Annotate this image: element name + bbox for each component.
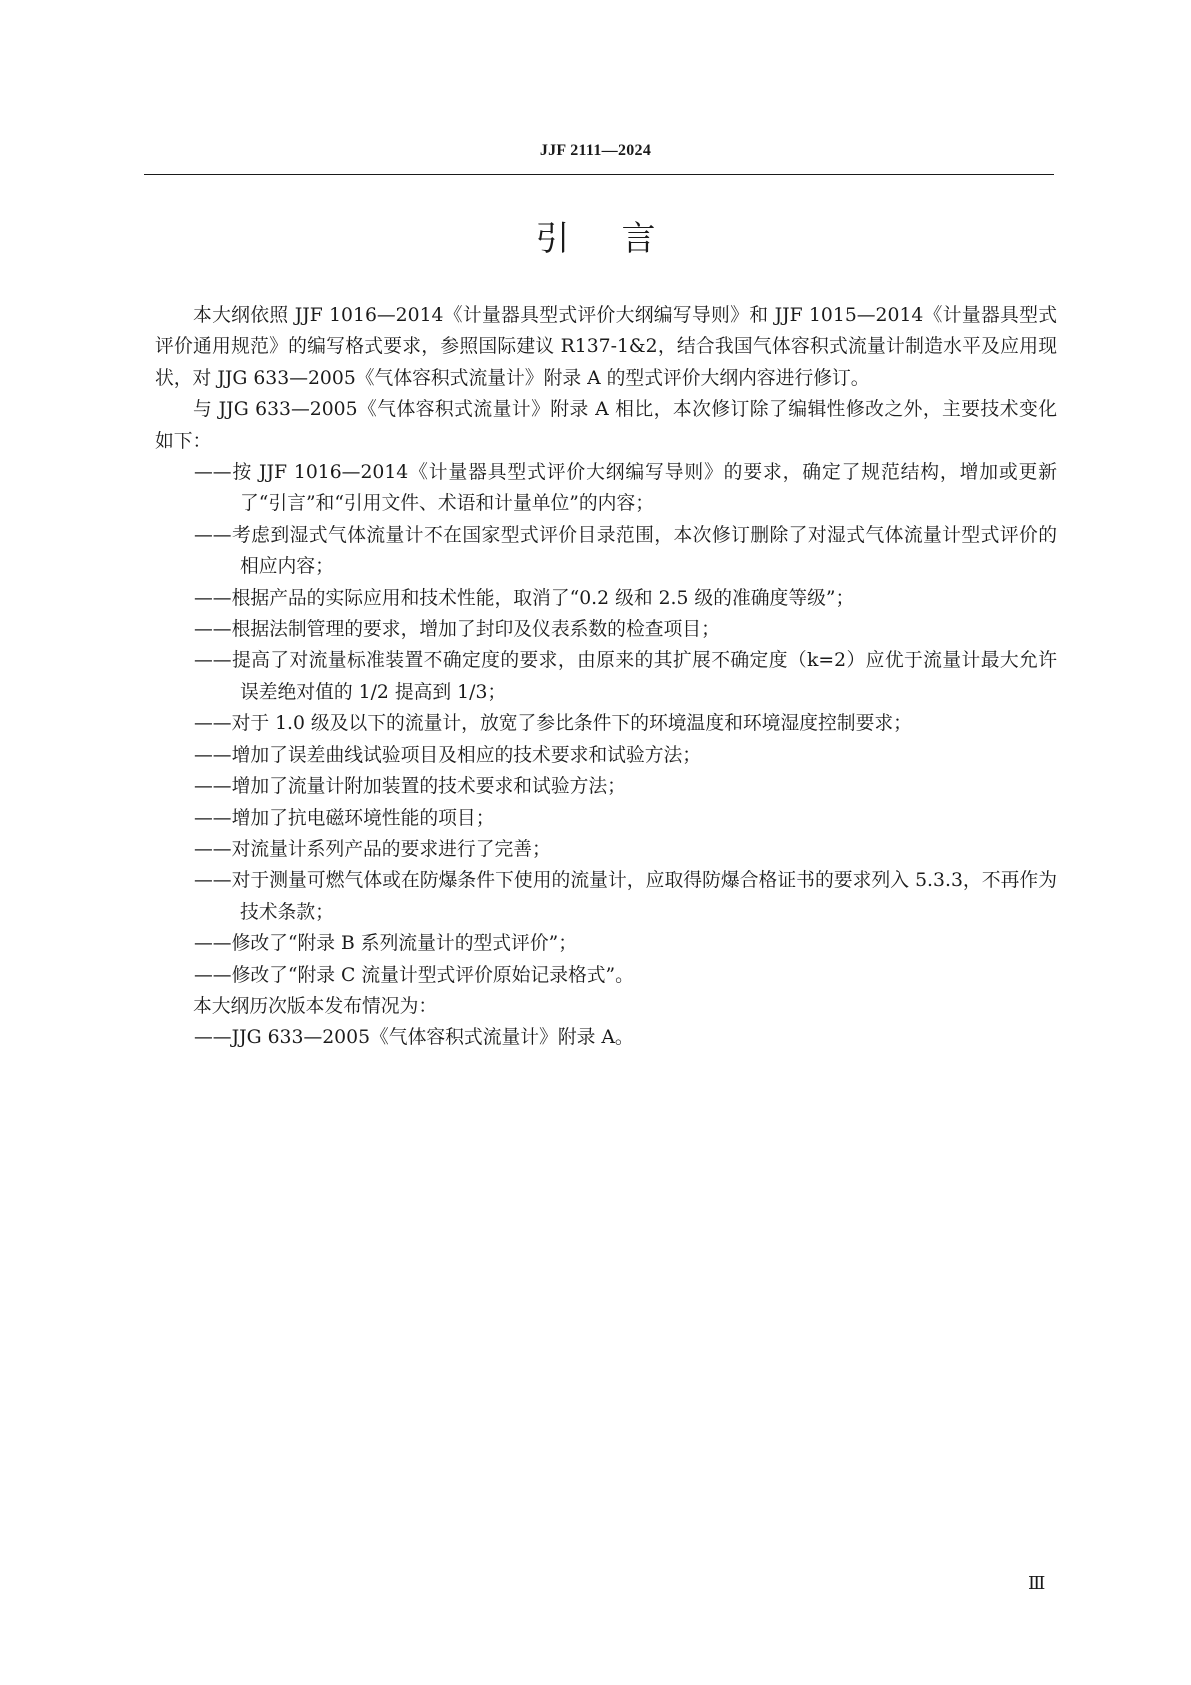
change-item: ——对于 1.0 级及以下的流量计，放宽了参比条件下的环境温度和环境湿度控制要求； (194, 713, 912, 735)
page-title: 引言 (535, 219, 708, 259)
header-divider (144, 174, 1054, 175)
history-heading: 本大纲历次版本发布情况为： (193, 995, 438, 1017)
change-item: ——根据产品的实际应用和技术性能，取消了“0.2 级和 2.5 级的准确度等级”； (194, 587, 855, 609)
change-item: ——按 JJF 1016—2014《计量器具型式评价大纲编写导则》的要求，确定了规范结构，增加或更新了“引言”和“引用文件、术语和计量单位”的内容； (194, 462, 1057, 515)
change-item: ——对于测量可燃气体或在防爆条件下使用的流量计，应取得防爆合格证书的要求列入 5.3.3，不再作为技术条款； (194, 870, 1057, 923)
change-item: ——根据法制管理的要求，增加了封印及仪表系数的检查项目； (194, 619, 720, 641)
change-item: ——修改了“附录 B 系列流量计的型式评价”； (194, 933, 578, 955)
intro-paragraph: 本大纲依照 JJF 1016—2014《计量器具型式评价大纲编写导则》和 JJF 1015—2014《计量器具型式评价通用规范》的编写格式要求，参照国际建议 R137-1&2，结合我国气体容积式流量计制造水平及应用现状，对 JJG 633—2005《气体容积式流量计》附录 A 的型式评价大纲内容进行修订。 (155, 305, 1057, 389)
history-item: ——JJG 633—2005《气体容积式流量计》附录 A。 (194, 1027, 634, 1049)
intro-paragraph: 与 JJG 633—2005《气体容积式流量计》附录 A 相比，本次修订除了编辑性修改之外，主要技术变化如下： (155, 399, 1057, 452)
change-item: ——提高了对流量标准装置不确定度的要求，由原来的其扩展不确定度（k=2）应优于流量计最大允许误差绝对值的 1/2 提高到 1/3； (194, 650, 1057, 703)
change-item: ——增加了误差曲线试验项目及相应的技术要求和试验方法； (194, 744, 702, 766)
change-item: ——修改了“附录 C 流量计型式评价原始记录格式”。 (194, 964, 634, 986)
change-item: ——考虑到湿式气体流量计不在国家型式评价目录范围，本次修订删除了对湿式气体流量计型式评价的相应内容； (194, 524, 1057, 578)
change-item: ——对流量计系列产品的要求进行了完善； (194, 838, 551, 860)
page-number: Ⅲ (1028, 1573, 1046, 1594)
body-content (155, 300, 1057, 1054)
change-item: ——增加了流量计附加装置的技术要求和试验方法； (194, 776, 626, 798)
document-code: JJF 2111—2024 (539, 142, 652, 159)
change-item: ——增加了抗电磁环境性能的项目； (194, 807, 495, 829)
